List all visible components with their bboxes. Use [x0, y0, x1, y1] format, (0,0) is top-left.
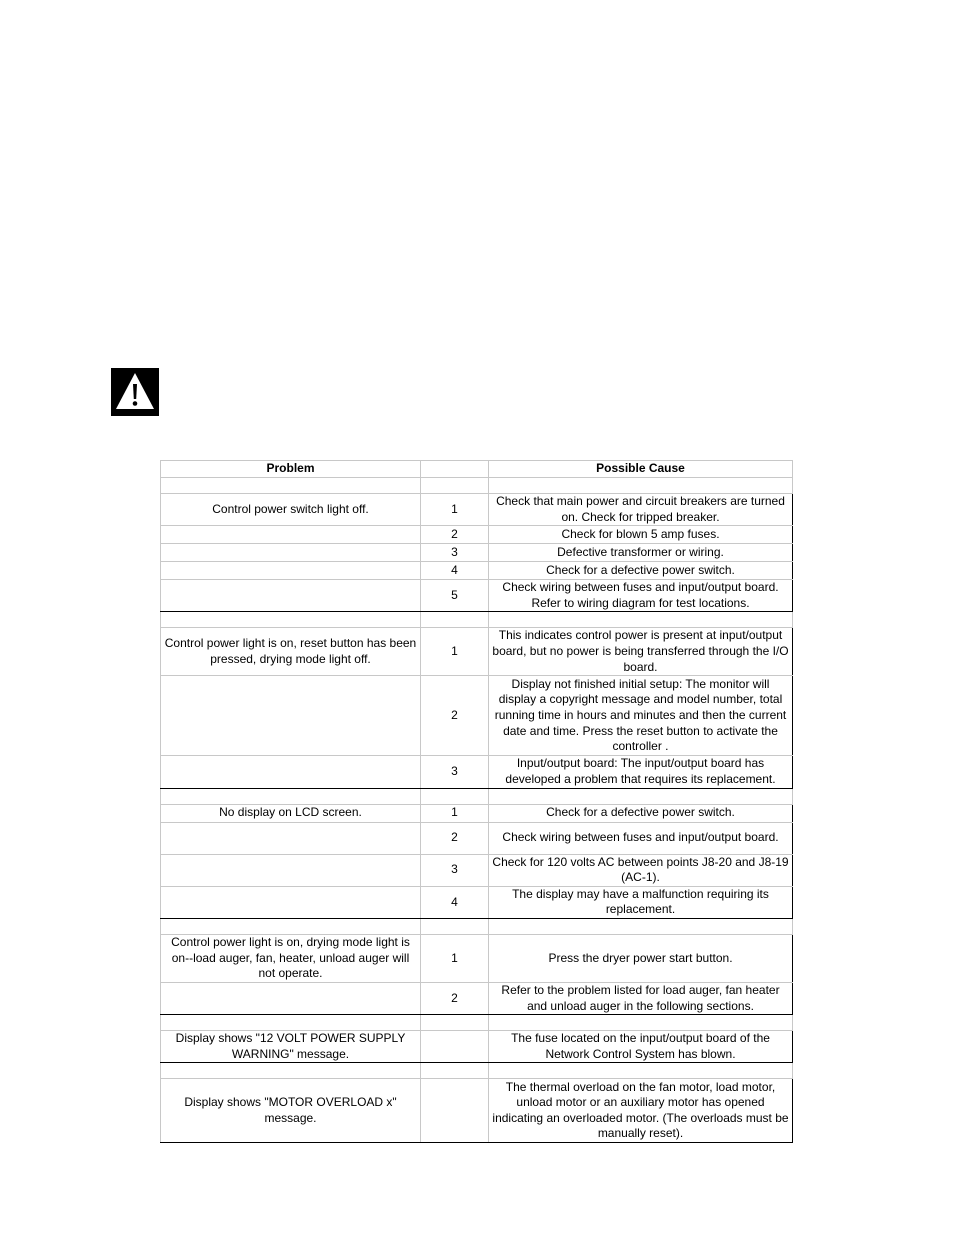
header-problem: Problem	[161, 461, 421, 478]
problem-cell	[161, 562, 421, 580]
spacer-cell	[421, 1063, 489, 1079]
number-cell: 1	[421, 628, 489, 676]
table-row	[161, 934, 793, 982]
spacer-cell	[489, 788, 793, 804]
table-row	[161, 526, 793, 544]
problem-cell: Control power light is on, reset button has been pressed, drying mode light off.	[161, 628, 421, 676]
cause-cell: The display may have a malfunction requiring its replacement.	[489, 886, 793, 918]
cause-cell: Check for a defective power switch.	[489, 804, 793, 822]
number-cell: 2	[421, 982, 489, 1014]
cause-cell: Display not finished initial setup: The monitor will display a copyright message and model number, total running time in hours and minutes and then the current date and time. Press the reset button to activate the controller .	[489, 676, 793, 756]
number-cell: 2	[421, 526, 489, 544]
problem-cell: Control power switch light off.	[161, 494, 421, 526]
cause-cell: The thermal overload on the fan motor, load motor, unload motor or an auxiliary motor has opened indicating an overloaded motor. (The overloads must be manually reset).	[489, 1079, 793, 1143]
spacer-cell	[489, 1063, 793, 1079]
spacer-row	[161, 478, 793, 494]
spacer-cell	[161, 788, 421, 804]
number-cell: 2	[421, 822, 489, 854]
problem-cell	[161, 822, 421, 854]
spacer-cell	[421, 1015, 489, 1031]
header-possible-cause: Possible Cause	[489, 461, 793, 478]
problem-cell	[161, 982, 421, 1014]
number-cell: 4	[421, 562, 489, 580]
spacer-cell	[161, 1015, 421, 1031]
cause-cell: This indicates control power is present at input/output board, but no power is being transferred through the I/O board.	[489, 628, 793, 676]
number-cell: 3	[421, 854, 489, 886]
spacer-cell	[421, 918, 489, 934]
problem-cell	[161, 544, 421, 562]
cause-cell: Defective transformer or wiring.	[489, 544, 793, 562]
number-cell: 3	[421, 756, 489, 788]
troubleshooting-table	[160, 460, 793, 1143]
table-row	[161, 756, 793, 788]
table-row	[161, 886, 793, 918]
table-row	[161, 628, 793, 676]
problem-cell	[161, 526, 421, 544]
number-cell: 2	[421, 676, 489, 756]
number-cell: 1	[421, 804, 489, 822]
cause-cell: Check for 120 volts AC between points J8-20 and J8-19 (AC-1).	[489, 854, 793, 886]
problem-cell: No display on LCD screen.	[161, 804, 421, 822]
table-row	[161, 804, 793, 822]
number-cell: 5	[421, 580, 489, 612]
table-row	[161, 580, 793, 612]
spacer-cell	[489, 918, 793, 934]
cause-cell: Input/output board: The input/output board has developed a problem that requires its replacement.	[489, 756, 793, 788]
cause-cell: Refer to the problem listed for load auger, fan heater and unload auger in the following sections.	[489, 982, 793, 1014]
number-cell: 3	[421, 544, 489, 562]
table-row	[161, 1079, 793, 1143]
problem-cell	[161, 580, 421, 612]
problem-cell	[161, 756, 421, 788]
spacer-cell	[421, 612, 489, 628]
table-row	[161, 982, 793, 1014]
spacer-row	[161, 918, 793, 934]
spacer-cell	[161, 612, 421, 628]
spacer-cell	[161, 478, 421, 494]
spacer-row	[161, 1015, 793, 1031]
spacer-cell	[489, 478, 793, 494]
cause-cell: Check that main power and circuit breakers are turned on. Check for tripped breaker.	[489, 494, 793, 526]
problem-cell: Display shows "MOTOR OVERLOAD x" message.	[161, 1079, 421, 1143]
cause-cell: Check for blown 5 amp fuses.	[489, 526, 793, 544]
table-row	[161, 544, 793, 562]
number-cell	[421, 1079, 489, 1143]
cause-cell: Check wiring between fuses and input/output board.	[489, 822, 793, 854]
cause-cell: Check wiring between fuses and input/output board. Refer to wiring diagram for test locations.	[489, 580, 793, 612]
table-row	[161, 1031, 793, 1063]
header-number	[421, 461, 489, 478]
cause-cell: Press the dryer power start button.	[489, 934, 793, 982]
number-cell: 1	[421, 934, 489, 982]
problem-cell: Control power light is on, drying mode light is on--load auger, fan, heater, unload auger will not operate.	[161, 934, 421, 982]
spacer-cell	[489, 612, 793, 628]
number-cell	[421, 1031, 489, 1063]
warning-triangle-icon	[111, 368, 159, 416]
problem-cell	[161, 886, 421, 918]
table-row	[161, 562, 793, 580]
table-row	[161, 676, 793, 756]
table-header-row	[161, 461, 793, 478]
table-row	[161, 822, 793, 854]
table-body	[161, 478, 793, 1143]
table-row	[161, 854, 793, 886]
spacer-row	[161, 612, 793, 628]
spacer-cell	[421, 788, 489, 804]
spacer-row	[161, 1063, 793, 1079]
number-cell: 1	[421, 494, 489, 526]
problem-cell	[161, 676, 421, 756]
number-cell: 4	[421, 886, 489, 918]
spacer-cell	[161, 918, 421, 934]
spacer-cell	[421, 478, 489, 494]
problem-cell	[161, 854, 421, 886]
spacer-cell	[161, 1063, 421, 1079]
spacer-row	[161, 788, 793, 804]
table-row	[161, 494, 793, 526]
cause-cell: The fuse located on the input/output board of the Network Control System has blown.	[489, 1031, 793, 1063]
spacer-cell	[489, 1015, 793, 1031]
problem-cell: Display shows "12 VOLT POWER SUPPLY WARNING" message.	[161, 1031, 421, 1063]
cause-cell: Check for a defective power switch.	[489, 562, 793, 580]
